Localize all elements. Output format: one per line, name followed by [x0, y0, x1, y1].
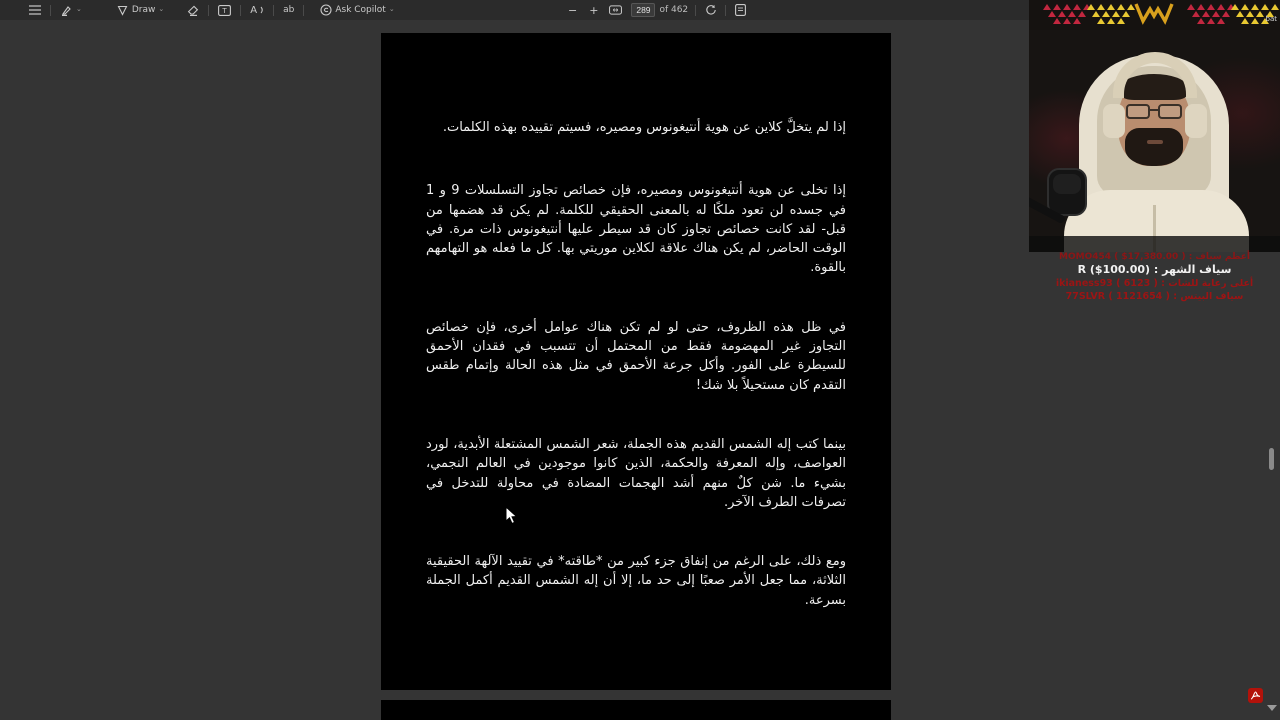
- page-total-label: of 462: [659, 5, 689, 15]
- chevron-down-icon: ⌄: [158, 5, 165, 13]
- table-of-contents-icon: [28, 4, 41, 17]
- fit-to-width-icon[interactable]: [609, 4, 622, 17]
- ask-copilot-label: Ask Copilot: [335, 5, 386, 15]
- toolbar-divider: [273, 5, 274, 16]
- toolbar-divider: [50, 5, 51, 16]
- stream-stat-line: أعظم سياف : MOMO454 ( $17,380.00 ): [1059, 252, 1250, 262]
- rotate-icon[interactable]: [704, 4, 717, 17]
- webcam-bottom-shade: [1029, 236, 1280, 252]
- mouse-cursor: [505, 506, 518, 529]
- copilot-icon: [319, 4, 332, 17]
- stream-stat-line: سياف الشهر : R ($100.00): [1077, 263, 1232, 277]
- toolbar-divider: [695, 5, 696, 16]
- stream-stat-line: سياف البيتس : 77SLVR ( 1121654 ): [1065, 290, 1244, 302]
- pdf-page-current: [381, 33, 891, 690]
- zoom-out-button[interactable]: −: [568, 3, 578, 17]
- pixel-triangle-cluster: [1087, 4, 1135, 24]
- glasses-lens-left: [1126, 104, 1150, 119]
- stream-stat-line: أعلى رعاية للشات : ikianess93 ( 6123 ): [1055, 277, 1254, 289]
- highlighter-icon: [60, 4, 73, 17]
- headphone-cup-right: [1185, 104, 1207, 138]
- glasses-bridge: [1150, 109, 1159, 111]
- toolbar-center: [562, 0, 752, 20]
- ab-icon: ab: [283, 5, 295, 15]
- text-tools-button[interactable]: [277, 0, 300, 20]
- page-view-icon[interactable]: [734, 4, 747, 17]
- ask-copilot-button[interactable]: [313, 0, 400, 20]
- draw-label: Draw: [131, 5, 156, 15]
- toolbar-divider: [725, 5, 726, 16]
- chevron-down-icon: ⌄: [388, 5, 395, 13]
- microphone-grill: [1053, 174, 1081, 194]
- stream-stats-panel: [1029, 251, 1280, 304]
- gold-w-logo-icon: [1132, 1, 1176, 29]
- scrollbar-down-arrow-icon[interactable]: [1267, 705, 1277, 711]
- zoom-in-button[interactable]: +: [589, 3, 599, 17]
- streamer-figure: [1029, 0, 1280, 252]
- add-text-button[interactable]: [212, 0, 237, 20]
- page-number-input[interactable]: [631, 3, 655, 17]
- eraser-icon: [186, 4, 199, 17]
- scrollbar-thumb[interactable]: [1269, 448, 1274, 470]
- pdf-page-next-edge: [381, 700, 891, 720]
- glasses-lens-right: [1158, 104, 1182, 119]
- document-paragraph: بينما كتب إله الشمس القديم هذه الجملة، شعر الشمس المشتعلة الأبدية، لورد العواصف، وإله المعرفة والحكمة، الذين كانوا موجودين في العالم النجمي، بشيء ما. شن كلٌ منهم أشد الهجمات المضادة في محاولة للتدخل في تصرفات الطرف الآخر.: [426, 436, 846, 510]
- chevron-down-icon: ⌄: [76, 5, 82, 13]
- document-paragraph: إذا لم يتخلَّ كلاين عن هوية أنتيغونوس ومصيره، فسيتم تقييده بهذه الكلمات.: [442, 120, 846, 135]
- toolbar-divider: [208, 5, 209, 16]
- overlay-corner-text: bat: [1265, 15, 1277, 23]
- pixel-triangle-cluster: [1043, 4, 1091, 24]
- streamer-mouth: [1147, 140, 1163, 144]
- page-text: [381, 33, 891, 610]
- svg-text:T: T: [222, 6, 227, 15]
- sound-waves-icon: [260, 6, 264, 14]
- read-aloud-button[interactable]: [244, 0, 270, 20]
- erase-button[interactable]: [180, 0, 205, 20]
- pixel-triangle-cluster: [1187, 4, 1235, 24]
- webcam-overlay: [1029, 0, 1280, 252]
- highlight-button[interactable]: [54, 0, 88, 20]
- pen-icon: [116, 4, 129, 17]
- toolbar-divider: [303, 5, 304, 16]
- acrobat-extension-icon[interactable]: [1248, 688, 1263, 703]
- toolbar-divider: [240, 5, 241, 16]
- streamer-beard: [1125, 128, 1183, 166]
- draw-button[interactable]: [110, 0, 170, 20]
- glasses: [1125, 104, 1183, 120]
- document-paragraph: في ظل هذه الظروف، حتى لو لم تكن هناك عوامل أخرى، فإن خصائص التجاوز غير المهضومة فقط من المحتمل أن تتسبب في فقدان الأحمق للسيطرة على الفور. وأكل جرعة الأحمق في مثل هذه الحالة وإتمام طقس التقدم كان مستحيلاً بلا شك!: [426, 319, 846, 393]
- document-paragraph: إذا تخلى عن هوية أنتيغونوس ومصيره، فإن خصائص تجاوز التسلسلات 9 و 1 في جسده لن تعود ملكًا له بالمعنى الحقيقي للكلمة. لم يكن قد هضمها من قبل- لقد كانت خصائص تجاوز كان قد سيطر عليها أنتيغونوس ذات مرة. في الوقت الحاضر، لم يكن هناك علاقة لكلاين موريتي بها. كل ما فعله هو التهامهم بالقوة.: [426, 183, 847, 276]
- add-text-icon: [218, 4, 231, 17]
- table-of-contents-button[interactable]: [22, 0, 47, 20]
- document-paragraph: ومع ذلك، على الرغم من إنفاق جزء كبير من *طاقته* في تقييد الآلهة الحقيقية الثلاثة، مما جعل الأمر صعبًا إلى حد ما، إلا أن إله الشمس القديم أكمل الجملة بسرعة.: [426, 554, 846, 608]
- headphone-cup-left: [1103, 104, 1125, 138]
- read-aloud-icon: A: [250, 4, 258, 16]
